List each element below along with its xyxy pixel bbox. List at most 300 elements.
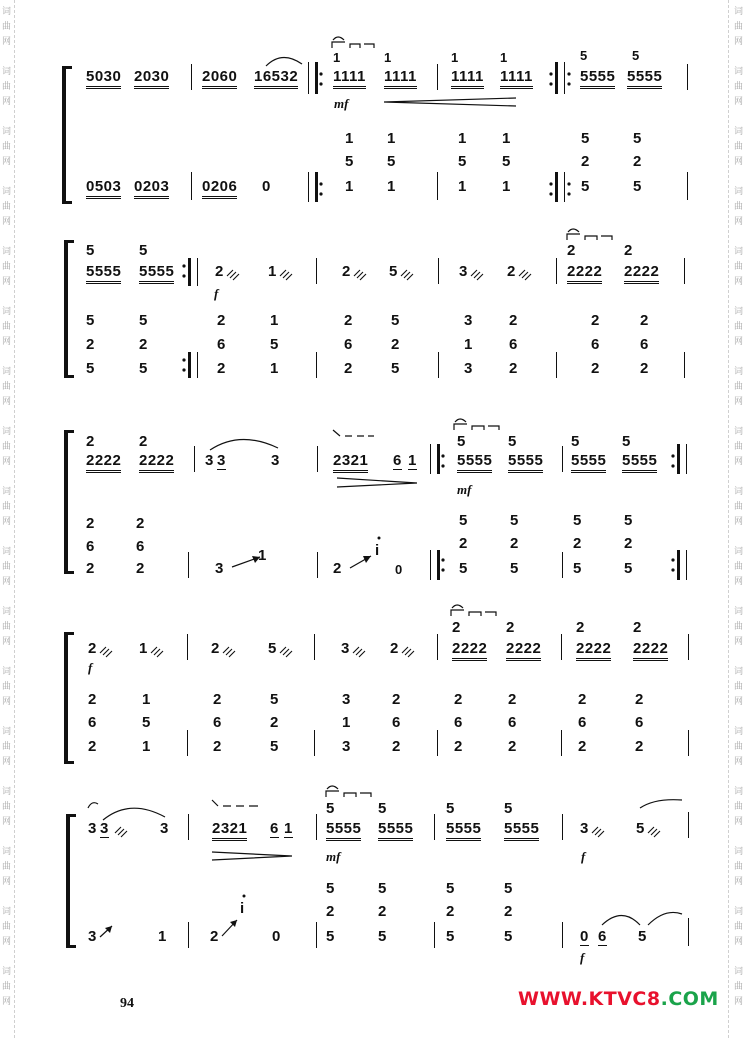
note: 3 [88,820,97,837]
ornament-mark [212,800,258,806]
dynamic-mf: mf [334,96,349,111]
note: 1 [270,360,279,377]
note: 6 [136,538,145,555]
side-mark-right: 词 [734,907,744,917]
note-group: 2060 [202,68,237,89]
note-top: 5 [326,800,335,817]
note: 1 [268,263,277,280]
note: 5 [459,512,468,529]
side-mark-right: 网 [734,397,744,407]
side-mark-left: 词 [2,547,12,557]
note-group: 2222 [506,640,541,661]
side-mark-left: 曲 [2,82,12,92]
note: 2 [507,263,516,280]
side-mark-left: 词 [2,967,12,977]
note-group: 2222 [86,452,121,473]
side-mark-right: 词 [734,247,744,257]
note: 3 [215,560,224,577]
side-mark-right: 网 [734,757,744,767]
note: 6 [344,336,353,353]
note: 2 [86,560,95,577]
side-mark-left: 词 [2,7,12,17]
note-top: 2 [452,619,461,636]
side-mark-right: 曲 [734,682,744,692]
note-top: 5 [457,433,466,450]
side-mark-left: 网 [2,817,12,827]
note: 3 [217,452,226,469]
note: 2 [624,535,633,552]
note: 5 [573,512,582,529]
side-mark-right: 词 [734,187,744,197]
note: 2 [573,535,582,552]
side-mark-left: 词 [2,127,12,137]
note: 3 [271,452,280,469]
note: 2 [333,560,342,577]
note-top: 5 [508,433,517,450]
note: 6 [640,336,649,353]
note: 5 [86,360,95,377]
note: 3 [88,928,97,945]
note: 2 [509,312,518,329]
note: 5 [504,928,513,945]
slur [210,439,278,450]
note: 1 [464,336,473,353]
side-mark-left: 网 [2,637,12,647]
dynamic-mf: mf [326,849,341,864]
note-top: 2 [624,242,633,259]
note-group: 2222 [452,640,487,661]
note: 2 [88,640,97,657]
side-mark-right: 网 [734,697,744,707]
note: 1 [502,178,511,195]
note: 3 [160,820,169,837]
note: 2 [88,738,97,755]
side-mark-right: 词 [734,547,744,557]
side-mark-right: 网 [734,997,744,1007]
side-mark-left: 词 [2,67,12,77]
note: 3 [459,263,468,280]
note: 5 [510,560,519,577]
slur [103,808,165,820]
note-top: 1 [384,50,392,65]
note: 2 [344,360,353,377]
side-mark-left: 网 [2,457,12,467]
note-group: 5555 [508,452,543,473]
note-group: 16532 [254,68,298,89]
note: 6 [508,714,517,731]
side-mark-right: 词 [734,487,744,497]
note: 2 [210,928,219,945]
note: 1 [345,130,354,147]
note: 5 [139,312,148,329]
note-top: 5 [139,242,148,259]
ornament-bracket [326,791,371,797]
note: 2 [578,738,587,755]
side-mark-left: 曲 [2,742,12,752]
side-mark-left: 曲 [2,922,12,932]
hairpin [337,478,417,487]
side-mark-right: 网 [734,877,744,887]
side-mark-right: 网 [734,577,744,587]
note: 5 [510,512,519,529]
side-mark-right: 曲 [734,862,744,872]
side-mark-right: 曲 [734,202,744,212]
side-mark-right: 曲 [734,262,744,272]
ornament-bracket [567,234,612,240]
side-mark-right: 曲 [734,562,744,572]
note: i [240,900,245,917]
note: 2 [508,691,517,708]
ornament-bracket [454,424,499,430]
note: 0 [580,928,589,945]
side-mark-left: 词 [2,907,12,917]
dynamic-f: f [580,950,585,965]
note: 2 [446,903,455,920]
slur [640,800,682,808]
note: 6 [454,714,463,731]
note: 6 [393,452,402,469]
slur [602,912,682,925]
note: 2 [640,312,649,329]
note: 2 [510,535,519,552]
note: 5 [270,336,279,353]
note-group: 1111 [451,68,484,89]
side-mark-right: 网 [734,97,744,107]
note: 6 [598,928,607,945]
side-mark-left: 网 [2,937,12,947]
side-mark-right: 网 [734,337,744,347]
fermata-arc [327,37,579,789]
note: 1 [458,130,467,147]
note: 2 [581,153,590,170]
note: 2 [211,640,220,657]
note: 2 [217,312,226,329]
note: 5 [86,312,95,329]
side-mark-left: 词 [2,367,12,377]
note: 2 [326,903,335,920]
side-mark-left: 网 [2,877,12,887]
note: 2 [391,336,400,353]
note: 2 [215,263,224,280]
note: 5 [636,820,645,837]
side-mark-left: 词 [2,307,12,317]
note: 0 [262,178,271,195]
ornament-mark [333,430,374,436]
side-mark-right: 词 [734,967,744,977]
side-mark-right: 曲 [734,442,744,452]
side-mark-right: 曲 [734,622,744,632]
note-group: 0206 [202,178,237,199]
side-mark-right: 曲 [734,922,744,932]
side-mark-right: 词 [734,727,744,737]
note: i [375,542,380,559]
side-mark-right: 曲 [734,322,744,332]
site-ktvc8: KTVC8 [588,988,661,1010]
side-mark-left: 网 [2,397,12,407]
side-mark-left: 曲 [2,862,12,872]
note: 1 [342,714,351,731]
note: 6 [217,336,226,353]
side-mark-right: 词 [734,787,744,797]
side-mark-left: 曲 [2,142,12,152]
note: 2 [509,360,518,377]
side-mark-right: 网 [734,937,744,947]
note: 3 [341,640,350,657]
note: 1 [158,928,167,945]
note: 2 [378,903,387,920]
note: 2 [459,535,468,552]
ornament-bracket [451,610,496,616]
note: 5 [446,928,455,945]
note: 6 [635,714,644,731]
note-top: 1 [500,50,508,65]
side-mark-left: 网 [2,697,12,707]
side-mark-right: 网 [734,517,744,527]
note-top: 1 [451,50,459,65]
note-group: 2222 [139,452,174,473]
side-mark-right: 词 [734,367,744,377]
note-group: 5030 [86,68,121,89]
note-top: 2 [567,242,576,259]
note: 3 [580,820,589,837]
side-mark-left: 曲 [2,202,12,212]
side-mark-left: 曲 [2,502,12,512]
note: 2 [213,691,222,708]
side-mark-left: 曲 [2,22,12,32]
slur [266,57,302,66]
note: 2 [578,691,587,708]
side-mark-left: 词 [2,727,12,737]
note-group: 1111 [333,68,366,89]
note: 5 [624,560,633,577]
note-group: 2222 [567,263,602,284]
dynamic-f: f [88,660,93,675]
note: 5 [633,178,642,195]
side-mark-right: 网 [734,277,744,287]
note-group: 5555 [378,820,413,841]
note: 1 [458,178,467,195]
side-mark-right: 词 [734,67,744,77]
note: 1 [502,130,511,147]
side-mark-right: 词 [734,127,744,137]
note-group: 5555 [580,68,615,89]
note-group: 2222 [624,263,659,284]
note-group: 2222 [576,640,611,661]
note: 2 [217,360,226,377]
side-mark-left: 曲 [2,622,12,632]
side-mark-right: 词 [734,427,744,437]
note: 5 [345,153,354,170]
side-mark-right: 词 [734,307,744,317]
note-group: 2222 [633,640,668,661]
note-group: 5555 [139,263,174,284]
note: 5 [387,153,396,170]
note-top: 2 [506,619,515,636]
note: 1 [270,312,279,329]
note: 5 [391,312,400,329]
note: 2 [633,153,642,170]
note: 3 [464,360,473,377]
note-top: 5 [446,800,455,817]
note: 2 [591,312,600,329]
side-mark-left: 词 [2,787,12,797]
side-mark-right: 网 [734,637,744,647]
note: 5 [504,880,513,897]
side-mark-left: 曲 [2,442,12,452]
note: 2 [136,515,145,532]
note: 5 [581,178,590,195]
note-group: 5555 [86,263,121,284]
site-com: .COM [660,988,719,1010]
note-top: 5 [632,48,640,63]
note-top: 2 [576,619,585,636]
note: 1 [284,820,293,837]
side-mark-left: 曲 [2,322,12,332]
side-mark-right: 曲 [734,382,744,392]
note-top: 2 [139,433,148,450]
side-mark-left: 词 [2,667,12,677]
note-group: 5555 [326,820,361,841]
note-top: 2 [86,433,95,450]
note: 5 [389,263,398,280]
note-group: 5555 [622,452,657,473]
side-mark-left: 网 [2,517,12,527]
note: 5 [573,560,582,577]
note-top: 5 [378,800,387,817]
ornament [88,803,98,808]
note: 5 [459,560,468,577]
note: 5 [633,130,642,147]
side-mark-left: 词 [2,487,12,497]
side-mark-left: 网 [2,157,12,167]
side-mark-right: 网 [734,217,744,227]
note: 5 [270,738,279,755]
dynamic-f: f [581,849,586,864]
note: 2 [86,336,95,353]
note: 1 [142,738,151,755]
note-top: 5 [580,48,588,63]
note-group: 5555 [627,68,662,89]
note: 2 [344,312,353,329]
note: 3 [342,738,351,755]
side-mark-left: 曲 [2,382,12,392]
side-mark-left: 词 [2,187,12,197]
note: 2 [392,691,401,708]
note: 6 [88,714,97,731]
side-mark-right: 曲 [734,502,744,512]
note: 0 [395,562,403,577]
note: 1 [387,130,396,147]
side-mark-left: 网 [2,97,12,107]
note: 2 [591,360,600,377]
note-top: 5 [86,242,95,259]
note: 1 [408,452,417,469]
note-group: 0503 [86,178,121,199]
note: 5 [391,360,400,377]
side-mark-right: 曲 [734,142,744,152]
hairpin [384,98,516,106]
side-mark-right: 曲 [734,22,744,32]
note: 2 [390,640,399,657]
note-top: 5 [622,433,631,450]
note-group: 1111 [384,68,417,89]
note: 5 [458,153,467,170]
side-mark-left: 曲 [2,982,12,992]
note-group: 2321 [333,452,368,473]
note: 2 [88,691,97,708]
note: 3 [100,820,109,837]
note: 2 [635,738,644,755]
note: 3 [342,691,351,708]
note-top: 5 [571,433,580,450]
site-watermark [518,988,719,1010]
note: 6 [213,714,222,731]
note: 2 [504,903,513,920]
note: 2 [392,738,401,755]
note-top: 1 [333,50,341,65]
site-www: WWW. [518,988,589,1010]
note-group: 5555 [446,820,481,841]
side-mark-left: 词 [2,247,12,257]
ornament-bracket [332,42,374,48]
side-mark-left: 网 [2,757,12,767]
note: 5 [326,880,335,897]
note-group: 1111 [500,68,533,89]
note: 2 [508,738,517,755]
dynamic-mf: mf [457,482,472,497]
side-mark-right: 网 [734,457,744,467]
note: 2 [635,691,644,708]
note: 2 [86,515,95,532]
note-group: 5555 [457,452,492,473]
note: 5 [378,880,387,897]
note: 5 [378,928,387,945]
note: 5 [502,153,511,170]
note: 5 [142,714,151,731]
note-top: 2 [633,619,642,636]
note: 0 [272,928,281,945]
side-mark-right: 网 [734,157,744,167]
note: 5 [581,130,590,147]
note: 2 [136,560,145,577]
note: 6 [392,714,401,731]
side-mark-left: 曲 [2,802,12,812]
side-mark-right: 词 [734,7,744,17]
note: 2 [270,714,279,731]
side-mark-right: 词 [734,667,744,677]
note: 1 [387,178,396,195]
side-mark-right: 曲 [734,742,744,752]
note: 2 [454,691,463,708]
note: 5 [624,512,633,529]
side-mark-left: 网 [2,997,12,1007]
note: 6 [270,820,279,837]
side-mark-left: 网 [2,217,12,227]
note-top: 5 [504,800,513,817]
note: 5 [139,360,148,377]
side-mark-left: 网 [2,337,12,347]
note: 1 [345,178,354,195]
note: 2 [342,263,351,280]
side-mark-left: 网 [2,577,12,587]
note: 1 [142,691,151,708]
side-mark-right: 网 [734,37,744,47]
side-mark-right: 词 [734,607,744,617]
note: 5 [268,640,277,657]
note-group: 2030 [134,68,169,89]
side-mark-right: 词 [734,847,744,857]
side-mark-right: 曲 [734,802,744,812]
